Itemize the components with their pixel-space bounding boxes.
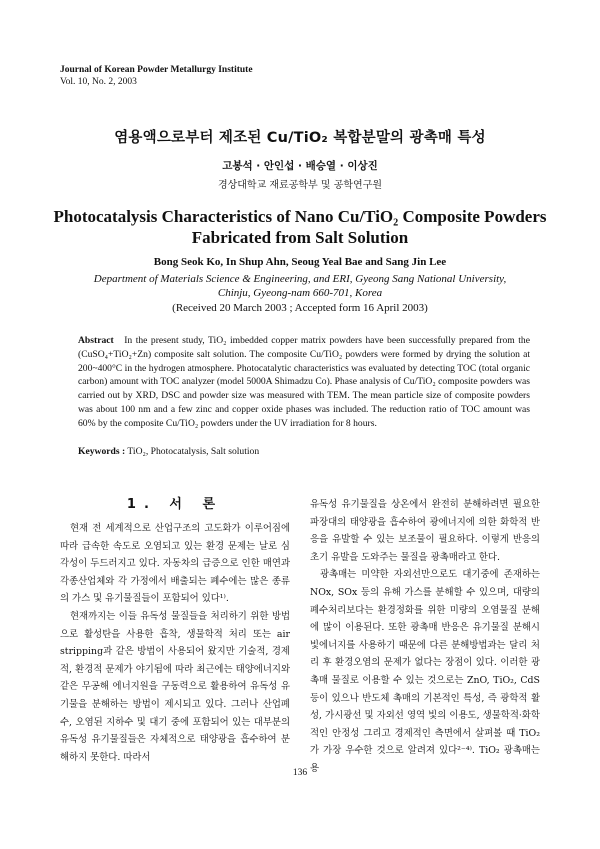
section-heading: 1. 서 론 <box>126 497 224 512</box>
abstract-label: Abstract <box>78 335 114 346</box>
keywords-label: Keywords : <box>78 446 126 457</box>
english-title <box>0 206 600 248</box>
english-authors: Bong Seok Ko, In Shup Ahn, Seoug Yeal Bae and Sang Jin Lee <box>153 256 447 268</box>
english-affiliation <box>0 272 600 300</box>
english-title-line2: Fabricated from Salt Solution <box>191 228 409 247</box>
page-number: 136 <box>292 768 308 778</box>
received-dates: (Received 20 March 2003 ; Accepted form 16 April 2003) <box>172 302 428 314</box>
left-column <box>60 520 290 766</box>
english-title-line1: Photocatalysis Characteristics of Nano Cu/TiO₂ Composite Powders <box>53 207 547 226</box>
korean-affiliation: 경상대학교 재료공학부 및 공학연구원 <box>217 180 383 191</box>
keywords <box>78 446 530 457</box>
paragraph: 유독성 유기물질을 상온에서 완전히 분해하려면 필요한 파장대의 태양광을 흡수하여 광에너지에 의한 화학적 반응을 유발할 수 있는 보조물이 필요하다. 이렇게 반응의 초기 유발을 도와주는 물질을 광촉매라고 한다. <box>310 499 540 563</box>
journal-header <box>60 64 253 88</box>
paragraph: 현재까지는 이들 유독성 물질들을 처리하기 위한 방법으로 활성탄을 사용한 흡착, 생물학적 처리 또는 air stripping과 같은 방법이 사용되어 왔지만 기술적, 경제적, 환경적 문제가 야기됨에 따라 최근에는 태양에너지와 같은 무공해 에너지원을 구동력으로 활용하여 유독성 유기물을 분해하는 방법이 제시되고 있다. 그러나 산업폐수, 오염된 지하수 및 대기 중에 포함되어 있는 대부분의 유독성 유기물질들은 자체적으로 태양광을 흡수하여 분해하지 못한다. 따라서 <box>60 610 290 763</box>
abstract-text: In the present study, TiO₂ imbedded copper matrix powders have been successfully prepared from the (CuSO₄+TiO₂+Zn) composite salt solution. The composite Cu/TiO₂ powders were formed by drying the solution at 200~400°C in the hydrogen atmosphere. Photocatalytic characteristics was evaluated by detecting TOC (total organic carbon) amount with TOC analyzer (model 5000A Shimadzu Co). Phase analysis of Cu/TiO₂ composite powders was carried out by XRD, DSC and powder size was measured with TEM. The mean particle size of composite powders was about 100 nm and a few zinc and copper oxide phases was included. The reduction ratio of TOC amount was 60% by the composite Cu/TiO₂ powders under the UV irradiation for 8 hours. <box>78 335 530 429</box>
keywords-text: TiO₂, Photocatalysis, Salt solution <box>127 446 260 457</box>
journal-volume: Vol. 10, No. 2, 2003 <box>60 77 137 87</box>
journal-name: Journal of Korean Powder Metallurgy Institute <box>60 65 253 75</box>
english-affiliation-line1: Department of Materials Science & Engineering, and ERI, Gyeong Sang National University, <box>93 273 507 285</box>
paragraph: 광촉매는 미약한 자외선만으로도 대기중에 존재하는 NOx, SOx 등의 유해 가스를 분해할 수 있으며, 대량의 폐수처리보다는 환경정화를 위한 미량의 오염물질 분해에 많이 이용된다. 또한 광촉매 반응은 유기물질 분해시 빛에너지를 사용하기 때문에 다른 분해방법과는 달리 처리 후 환경오염의 문제가 없다는 장점이 있다. 이러한 광촉매 물질로 이용할 수 있는 것으로는 ZnO, TiO₂, CdS 등이 있으나 반도체 촉매의 기본적인 특성, 즉 광학적 활성, 가시광선 및 자외선 영역 빛의 이용도, 생물학적·화학적인 안정성 그리고 경제적인 측면에서 살펴볼 때 TiO₂가 가장 우수한 것으로 알려져 있다²⁻⁴⁾. TiO₂ 광촉매는 용 <box>310 569 540 774</box>
korean-authors: 고봉석 · 안인섭 · 배승열 · 이상진 <box>222 160 378 172</box>
english-affiliation-line2: Chinju, Gyeong-nam 660-701, Korea <box>217 287 383 299</box>
right-column <box>310 496 540 778</box>
korean-title: 염용액으로부터 제조된 Cu/TiO₂ 복합분말의 광촉매 특성 <box>114 130 486 146</box>
paragraph: 현재 전 세계적으로 산업구조의 고도화가 이루어짐에 따라 급속한 속도로 오염되고 있는 환경 문제는 날로 심각성이 두드러지고 있다. 자동차의 급증으로 인한 매연과 각종산업체와 각 가정에서 배출되는 폐수에는 많은 종류의 가스 및 유기물질들이 포함되어 있다¹⁾. <box>60 523 290 605</box>
abstract <box>78 334 530 431</box>
